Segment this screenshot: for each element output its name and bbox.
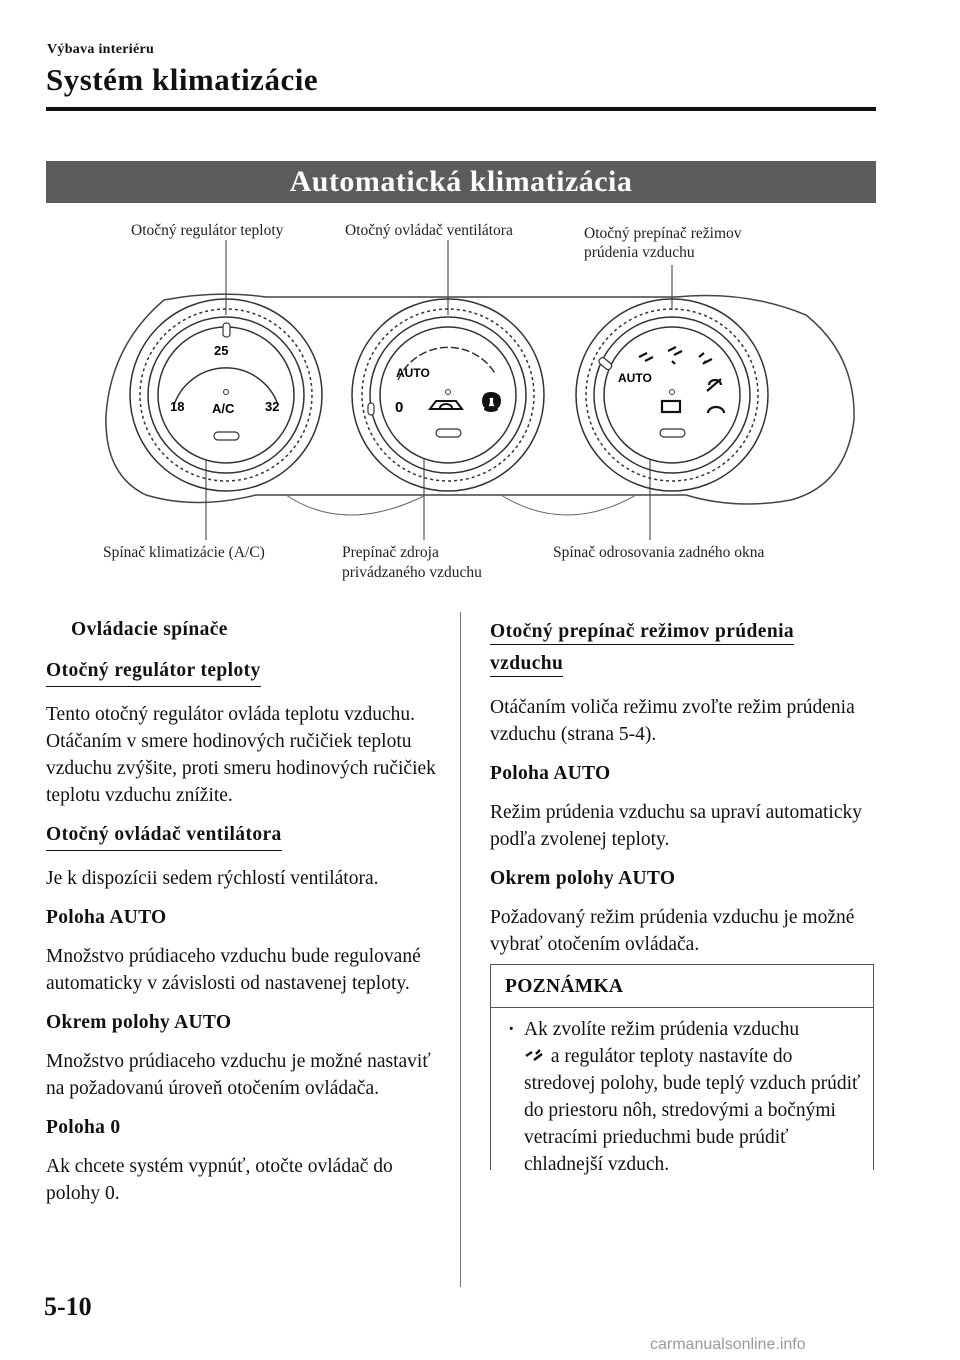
mode-other-heading: Okrem polohy AUTO — [490, 868, 676, 889]
callout-temp-dial: Otočný regulátor teploty — [131, 222, 284, 239]
floor-vent-icon — [524, 1046, 546, 1064]
callout-ac-switch: Spínač klimatizácie (A/C) — [103, 544, 265, 561]
right-column — [490, 616, 870, 970]
note-text-b: a regulátor teploty nastavíte do stredovej polohy, bude teplý vzduch prúdiť do priestoru nôh, stredovými a bočnými vetracími prieduchmi bude prúdiť chladnejší vzduch. — [524, 1046, 861, 1175]
title-rule — [46, 107, 876, 111]
note-text-a: Ak zvolíte režim prúdenia vzduchu — [524, 1019, 800, 1040]
note-title: POZNÁMKA — [490, 964, 874, 1008]
callout-defrost-switch: Spínač odrosovania zadného okna — [553, 544, 765, 561]
fan-other-text: Množstvo prúdiaceho vzduchu je možné nastaviť na požadovanú úroveň otočením ovládača. — [46, 1051, 431, 1099]
ac-label: A/C — [212, 401, 235, 416]
temp-dial-mid-label: 25 — [214, 343, 229, 358]
fan-auto-heading: Poloha AUTO — [46, 907, 167, 928]
left-column — [46, 616, 446, 1219]
temperature-dial — [130, 299, 322, 491]
column-divider — [460, 612, 461, 1287]
climate-control-panel-illustration — [46, 205, 876, 540]
callout-mode-dial-line1: Otočný prepínač režimov — [584, 225, 742, 242]
note-bullet: · — [508, 1019, 515, 1040]
mode-dial-auto-label: AUTO — [618, 371, 652, 385]
section-banner: Automatická klimatizácia — [46, 161, 876, 203]
fan-dial-auto-label: AUTO — [396, 366, 430, 380]
fan-zero-text: Ak chcete systém vypnúť, otočte ovládač do polohy 0. — [46, 1156, 393, 1204]
watermark: carmanualsonline.info — [650, 1336, 806, 1353]
fan-dial — [352, 299, 544, 491]
mode-dial-text: Otáčaním voliča režimu zvoľte režim prúdenia vzduchu (strana 5-4). — [490, 697, 855, 745]
temp-dial-min-label: 18 — [170, 399, 185, 414]
temp-dial-max-label: 32 — [265, 399, 280, 414]
callout-intake-switch-line2: privádzaného vzduchu — [342, 564, 482, 581]
mode-dial-heading: Otočný prepínač režimov prúdenia vzduchu — [490, 621, 794, 677]
callout-intake-switch-line1: Prepínač zdroja — [342, 544, 439, 561]
mode-dial — [576, 299, 768, 491]
mode-auto-heading: Poloha AUTO — [490, 763, 611, 784]
fan-dial-text: Je k dispozícii sedem rýchlostí ventilátora. — [46, 868, 379, 889]
page-title: Systém klimatizácie — [46, 62, 319, 97]
mode-auto-text: Režim prúdenia vzduchu sa upraví automaticky podľa zvolenej teploty. — [490, 802, 863, 850]
callout-mode-dial-line2: prúdenia vzduchu — [584, 244, 695, 261]
mode-other-text: Požadovaný režim prúdenia vzduchu je možné vybrať otočením ovládača. — [490, 907, 855, 955]
page-number: 5-10 — [44, 1292, 92, 1321]
fan-zero-heading: Poloha 0 — [46, 1117, 121, 1138]
callout-fan-dial: Otočný ovládač ventilátora — [345, 222, 513, 239]
fan-auto-text: Množstvo prúdiaceho vzduchu bude regulované automaticky v závislosti od nastavenej teploty. — [46, 946, 421, 994]
fan-other-heading: Okrem polohy AUTO — [46, 1012, 232, 1033]
controls-section-title: Ovládacie spínače — [71, 619, 228, 640]
note-body — [508, 1016, 868, 1178]
temp-dial-text: Tento otočný regulátor ovláda teplotu vzduchu. Otáčaním v smere hodinových ručičiek teplotu vzduchu zvýšite, proti smeru hodinových ručičiek teplotu vzduchu znížite. — [46, 704, 436, 806]
temp-dial-heading: Otočný regulátor teploty — [46, 657, 261, 687]
fan-dial-zero-label: 0 — [395, 399, 404, 416]
note-box — [490, 964, 874, 1175]
fan-dial-heading: Otočný ovládač ventilátora — [46, 821, 282, 851]
breadcrumb: Výbava interiéru — [47, 42, 155, 57]
